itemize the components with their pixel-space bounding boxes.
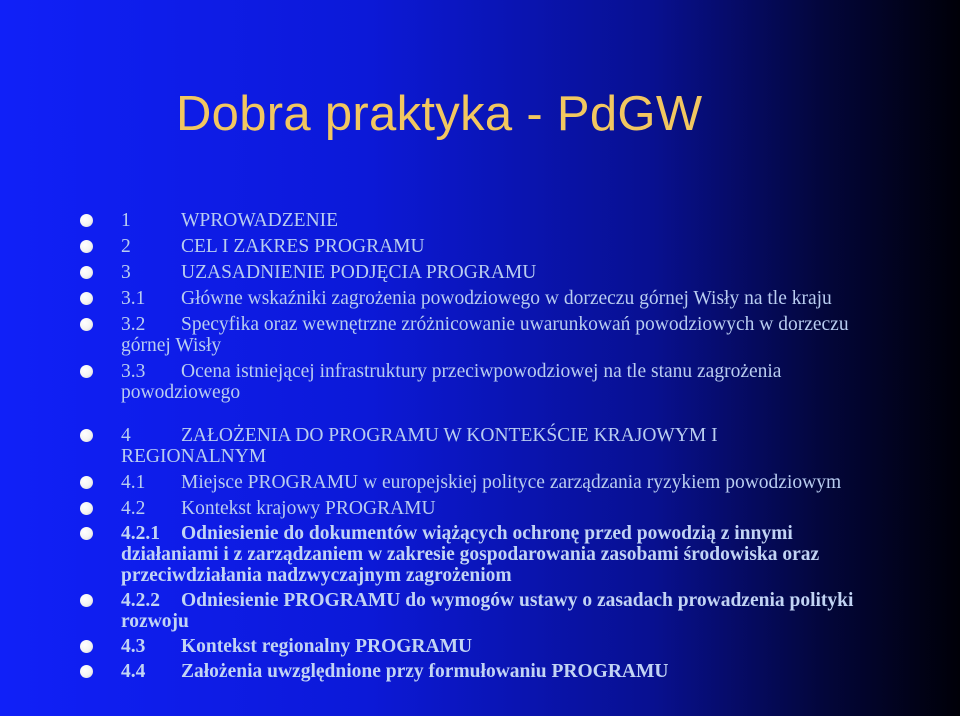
list-item: [121, 498, 860, 519]
item-text: Główne wskaźniki zagrożenia powodziowego w dorzeczu górnej Wisły na tle kraju: [181, 288, 832, 309]
item-number: 4.3: [121, 636, 146, 657]
bullet-icon: [80, 429, 93, 442]
list-item: [121, 361, 860, 403]
list-item: [121, 314, 860, 356]
bullet-icon: [80, 240, 93, 253]
bullet-icon: [80, 266, 93, 279]
list-item: [121, 661, 860, 682]
item-text: UZASADNIENIE PODJĘCIA PROGRAMU: [181, 262, 537, 283]
list-item: [121, 288, 860, 309]
list-item: [121, 523, 860, 586]
item-number: 4.4: [121, 661, 146, 682]
item-text: Specyfika oraz wewnętrzne zróżnicowanie uwarunkowań powodziowych w dorzeczu górnej Wisły: [121, 314, 849, 356]
item-number: 3: [121, 262, 131, 283]
bullet-icon: [80, 665, 93, 678]
item-text: Założenia uwzględnione przy formułowaniu PROGRAMU: [181, 661, 669, 682]
bullet-icon: [80, 292, 93, 305]
item-number: 4.2: [121, 498, 146, 519]
item-number: 3.2: [121, 314, 146, 335]
slide-title: Dobra praktyka - PdGW: [176, 87, 703, 141]
item-text: Kontekst regionalny PROGRAMU: [181, 636, 473, 657]
item-text: ZAŁOŻENIA DO PROGRAMU W KONTEKŚCIE KRAJOWYM I REGIONALNYM: [121, 425, 718, 467]
item-number: 1: [121, 210, 131, 231]
bullet-icon: [80, 640, 93, 653]
bullet-icon: [80, 594, 93, 607]
item-text: Ocena istniejącej infrastruktury przeciwpowodziowej na tle stanu zagrożenia powodziowego: [121, 361, 782, 403]
item-number: 4: [121, 425, 131, 446]
list-item: [121, 590, 860, 632]
list-item: [121, 425, 860, 467]
bullet-icon: [80, 214, 93, 227]
item-text: Kontekst krajowy PROGRAMU: [181, 498, 436, 519]
list-item: [121, 262, 860, 283]
bullet-icon: [80, 527, 93, 540]
bullet-icon: [80, 502, 93, 515]
item-text: Odniesienie do dokumentów wiążących ochronę przed powodzią z innymi działaniami i z zarządzaniem w zakresie gospodarowania zasobami środowiska oraz przeciwdziałania nadzwyczajnym zagrożeniom: [121, 523, 820, 586]
agenda-list: [0, 210, 960, 682]
item-number: 2: [121, 236, 131, 257]
list-item: [121, 210, 860, 231]
list-item: [121, 472, 860, 493]
list-item: [121, 636, 860, 657]
item-number: 4.1: [121, 472, 146, 493]
bullet-icon: [80, 476, 93, 489]
list-item: [121, 236, 860, 257]
item-number: 4.2.1: [121, 523, 160, 544]
bullet-icon: [80, 365, 93, 378]
item-text: Odniesienie PROGRAMU do wymogów ustawy o zasadach prowadzenia polityki rozwoju: [121, 590, 854, 632]
item-text: WPROWADZENIE: [181, 210, 339, 231]
item-text: CEL I ZAKRES PROGRAMU: [181, 236, 425, 257]
item-number: 3.1: [121, 288, 146, 309]
item-number: 4.2.2: [121, 590, 160, 611]
item-text: Miejsce PROGRAMU w europejskiej polityce zarządzania ryzykiem powodziowym: [181, 472, 842, 493]
bullet-icon: [80, 318, 93, 331]
item-number: 3.3: [121, 361, 146, 382]
